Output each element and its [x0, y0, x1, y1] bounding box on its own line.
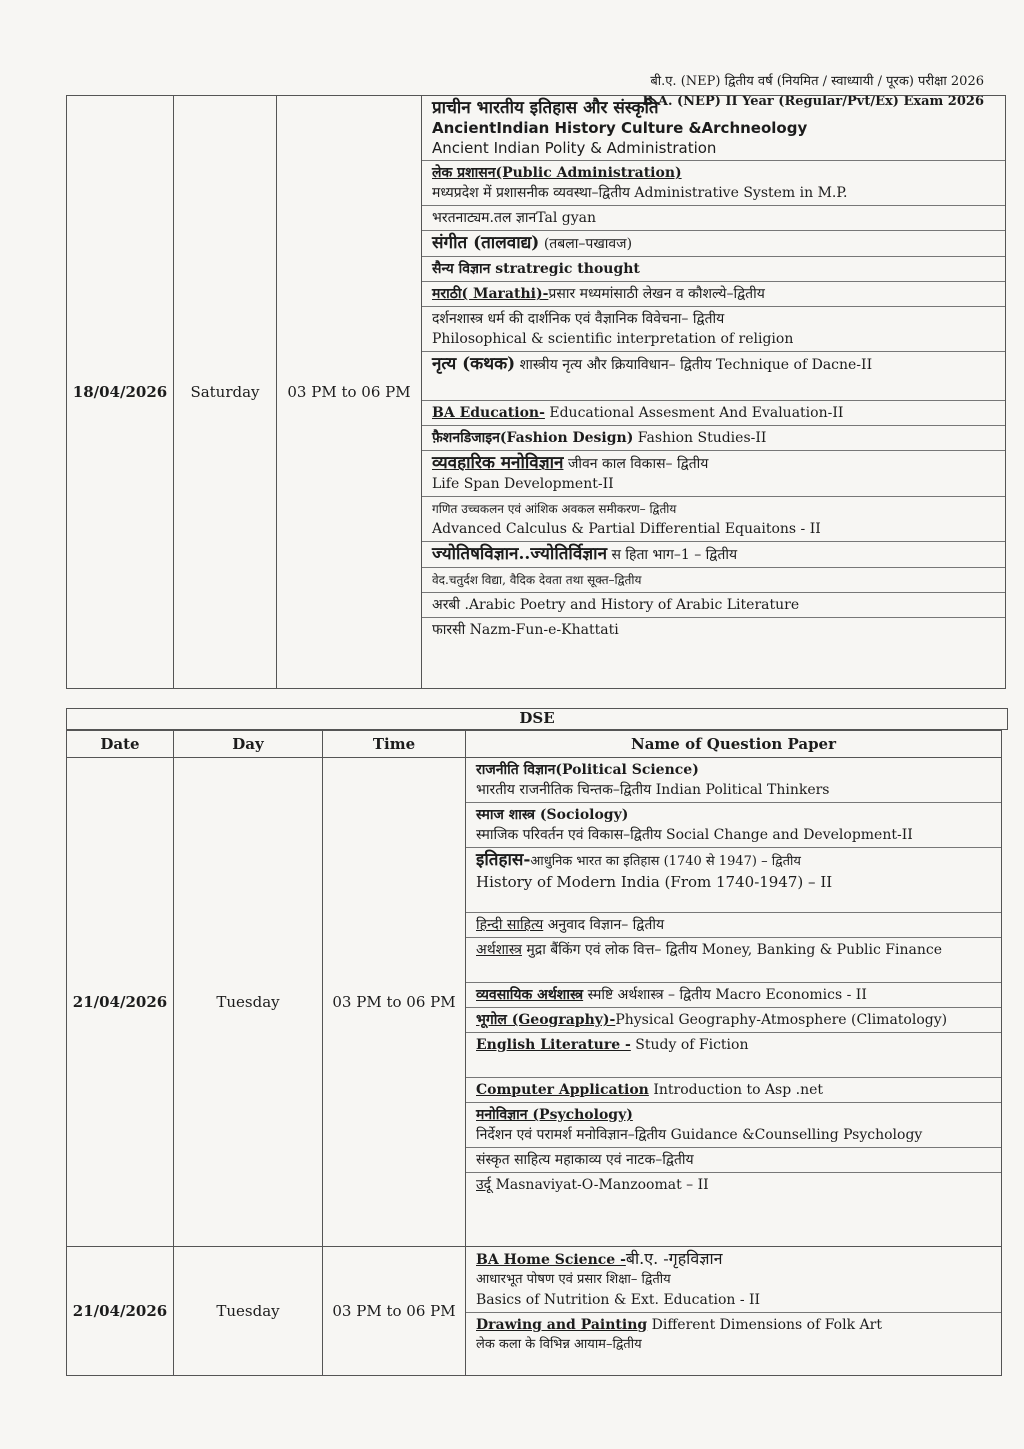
paper-item: दर्शनशास्त्र धर्म की दार्शनिक एवं वैज्ञानिक विवेचना– द्वितीय Philosophical & scientific interpretation of religion: [422, 307, 1005, 352]
exam-date: 21/04/2026: [67, 758, 174, 1247]
paper-list: [466, 758, 1002, 1247]
paper-item: व्यवसायिक अर्थशास्त्र स्मष्टि अर्थशास्त्र – द्वितीय Macro Economics - II: [466, 983, 1001, 1008]
paper-item: प्राचीन भारतीय इतिहास और संस्कृति AncientIndian History Culture &Archneology Ancient Indian Polity & Administration: [422, 96, 1005, 161]
paper-item: हिन्दी साहित्य अनुवाद विज्ञान– द्वितीय: [466, 913, 1001, 938]
paper-item: व्यवहारिक मनोविज्ञान जीवन काल विकास– द्वितीय Life Span Development-II: [422, 451, 1005, 497]
paper-list: [422, 96, 1006, 689]
paper-item: संगीत (तालवाद्य) (तबला–पखावज): [422, 231, 1005, 257]
paper-item: उर्दू Masnaviyat-O-Manzoomat – II: [476, 1177, 709, 1193]
paper-item: स्माज शास्त्र (Sociology) स्माजिक परिवर्तन एवं विकास–द्वितीय Social Change and Development-II: [466, 803, 1001, 848]
paper-item: लेक प्रशासन(Public Administration) मध्यप्रदेश में प्रशासनीक व्यवस्था–द्वितीय Administrative System in M.P.: [422, 161, 1005, 206]
col-time: Time: [323, 731, 466, 758]
exam-day: Saturday: [174, 96, 277, 689]
paper-item: राजनीति विज्ञान(Political Science) भारतीय राजनीतिक चिन्तक–द्वितीय Indian Political Thinkers: [466, 758, 1001, 803]
paper-item: भूगोल (Geography)-Physical Geography-Atmosphere (Climatology): [466, 1008, 1001, 1033]
exam-time: 03 PM to 06 PM: [323, 1247, 466, 1376]
exam-day: Tuesday: [174, 758, 323, 1247]
exam-day: Tuesday: [174, 1247, 323, 1376]
paper-item: भरतनाट्यम.तल ज्ञानTal gyan: [422, 206, 1005, 231]
exam-date: 18/04/2026: [67, 96, 174, 689]
paper-item: गणित उच्चकलन एवं आंशिक अवकल समीकरण– द्वितीय Advanced Calculus & Partial Differential Equaitons - II: [422, 497, 1005, 542]
paper-item: Drawing and Painting Different Dimensions of Folk Art लेक कला के विभिन्न आयाम–द्वितीय: [476, 1317, 882, 1352]
paper-item: वेद.चतुर्दश विद्या, वैदिक देवता तथा सूक्त–द्वितीय: [422, 568, 1005, 593]
paper-item: मराठी( Marathi)-प्रसार मध्यमांसाठी लेखन व कौशल्ये–द्वितीय: [422, 282, 1005, 307]
paper-item: अरबी .Arabic Poetry and History of Arabic Literature: [422, 593, 1005, 618]
paper-item: BA Education- Educational Assesment And Evaluation-II: [422, 401, 1005, 426]
col-paper-name: Name of Question Paper: [466, 731, 1002, 758]
schedule-table-dse: [66, 730, 1002, 1376]
schedule-table-top: [66, 95, 1006, 689]
paper-item: English Literature - Study of Fiction: [466, 1033, 1001, 1078]
header-hindi: बी.ए. (NEP) द्वितीय वर्ष (नियमित / स्वाध्यायी / पूरक) परीक्षा 2026: [650, 74, 984, 89]
header-english: B.A. (NEP) II Year (Regular/Pvt/Ex) Exam 2026: [642, 94, 984, 109]
paper-item: Computer Application Introduction to Asp .net: [466, 1078, 1001, 1103]
paper-item: फ़ैशनडिजाइन(Fashion Design) Fashion Studies-II: [422, 426, 1005, 451]
paper-item: मनोविज्ञान (Psychology) निर्देशन एवं परामर्श मनोविज्ञान–द्वितीय Guidance &Counselling Psychology: [466, 1103, 1001, 1148]
col-day: Day: [174, 731, 323, 758]
paper-item: अर्थशास्त्र मुद्रा बैंकिंग एवं लोक वित्त– द्वितीय Money, Banking & Public Finance: [466, 938, 1001, 983]
col-date: Date: [67, 731, 174, 758]
paper-item: इतिहास-आधुनिक भारत का इतिहास (1740 से 1947) – द्वितीय History of Modern India (From 1740-1947) – II: [466, 848, 1001, 913]
exam-time: 03 PM to 06 PM: [323, 758, 466, 1247]
exam-date: 21/04/2026: [67, 1247, 174, 1376]
exam-time: 03 PM to 06 PM: [277, 96, 422, 689]
paper-list: [466, 1247, 1002, 1376]
paper-item: सैन्य विज्ञान stratregic thought: [422, 257, 1005, 282]
paper-item: ज्योतिषविज्ञान..ज्योतिर्विज्ञान स हिता भाग–1 – द्वितीय: [422, 542, 1005, 568]
dse-title: DSE: [66, 708, 1008, 730]
paper-item: फारसी Nazm-Fun-e-Khattati: [432, 622, 619, 638]
paper-item: BA Home Science -बी.ए. -गृहविज्ञान आधारभूत पोषण एवं प्रसार शिक्षा– द्वितीय Basics of Nutrition & Ext. Education - II: [466, 1247, 1001, 1313]
paper-item: नृत्य (कथक) शास्त्रीय नृत्य और क्रियाविधान– द्वितीय Technique of Dacne-II: [422, 352, 1005, 401]
paper-item: संस्कृत साहित्य महाकाव्य एवं नाटक–द्वितीय: [466, 1148, 1001, 1173]
